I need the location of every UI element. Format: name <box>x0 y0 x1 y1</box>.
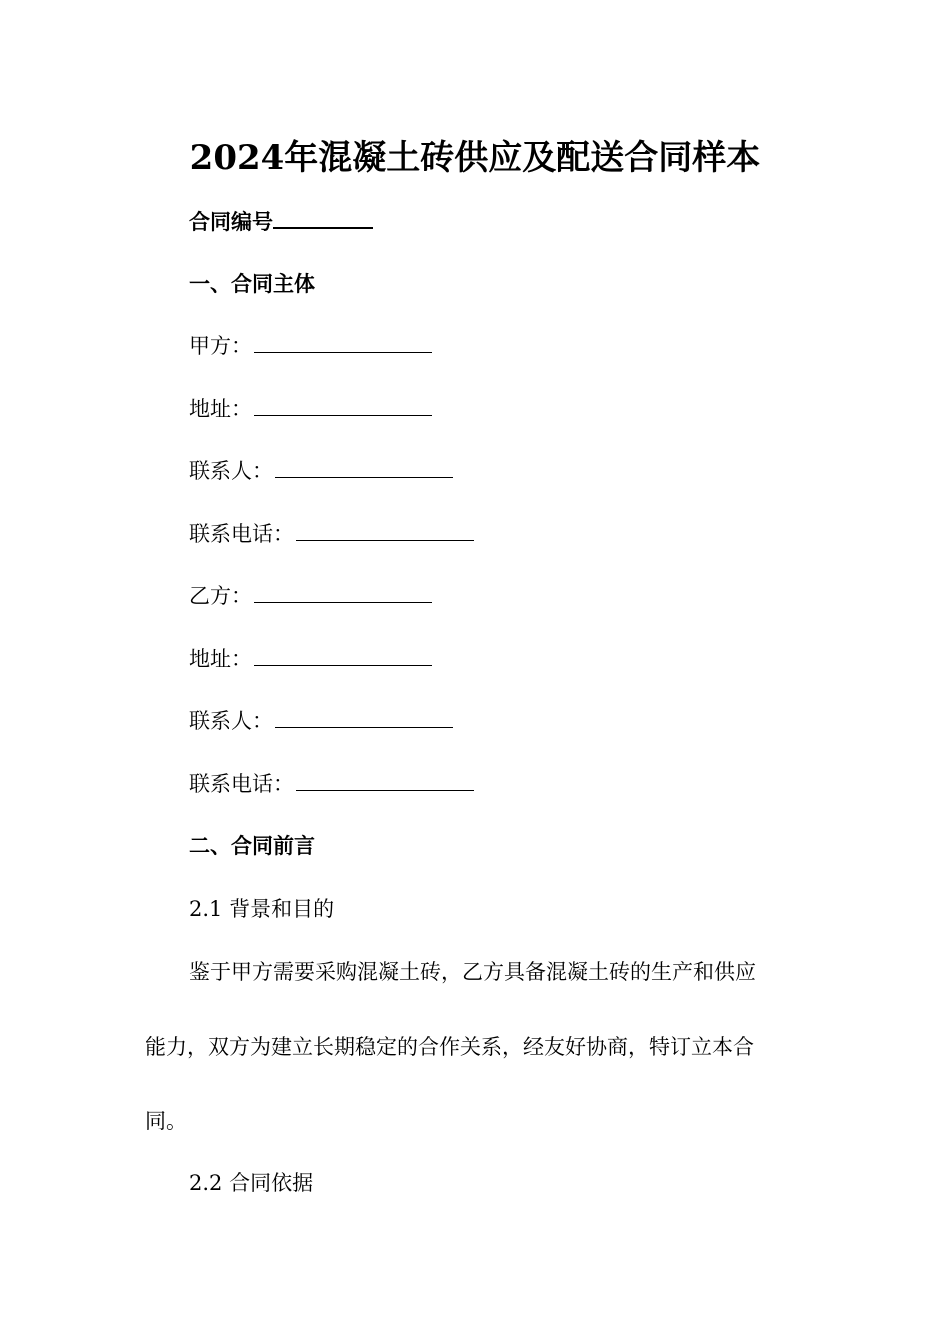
party-b-phone-label: 联系电话： <box>189 772 294 796</box>
party-b-address-label: 地址： <box>189 647 252 671</box>
party-b-row <box>189 582 432 610</box>
party-b-contact-label: 联系人： <box>189 709 273 733</box>
party-b-phone-row <box>189 770 474 798</box>
paragraph-line-1: 鉴于甲方需要采购混凝土砖，乙方具备混凝土砖的生产和供应 <box>189 960 756 984</box>
paragraph-line-3: 同。 <box>145 1109 187 1133</box>
party-a-row <box>189 332 432 360</box>
party-a-label: 甲方： <box>189 334 252 358</box>
document-title: 2024年混凝土砖供应及配送合同样本 <box>189 138 761 178</box>
section-2-heading: 二、合同前言 <box>189 833 315 858</box>
contract-number-row <box>189 207 373 236</box>
contract-number-label: 合同编号 <box>189 209 273 234</box>
section-1-heading: 一、合同主体 <box>189 271 315 296</box>
party-a-blank[interactable] <box>254 332 432 353</box>
party-b-blank[interactable] <box>254 582 432 603</box>
party-a-contact-row <box>189 457 453 485</box>
party-a-phone-row <box>189 520 474 548</box>
party-a-phone-blank[interactable] <box>296 520 474 541</box>
party-b-address-blank[interactable] <box>254 645 432 666</box>
party-b-phone-blank[interactable] <box>296 770 474 791</box>
subsection-2-2-heading: 2.2 合同依据 <box>189 1171 314 1195</box>
party-a-contact-label: 联系人： <box>189 459 273 483</box>
party-a-phone-label: 联系电话： <box>189 522 294 546</box>
party-a-contact-blank[interactable] <box>275 457 453 478</box>
party-a-address-label: 地址： <box>189 397 252 421</box>
party-a-address-row <box>189 395 432 423</box>
party-a-address-blank[interactable] <box>254 395 432 416</box>
contract-number-blank[interactable] <box>273 207 373 229</box>
subsection-2-1-heading: 2.1 背景和目的 <box>189 897 335 921</box>
paragraph-line-2: 能力，双方为建立长期稳定的合作关系，经友好协商，特订立本合 <box>145 1035 754 1059</box>
party-b-label: 乙方： <box>189 584 252 608</box>
party-b-contact-blank[interactable] <box>275 707 453 728</box>
party-b-contact-row <box>189 707 453 735</box>
party-b-address-row <box>189 645 432 673</box>
